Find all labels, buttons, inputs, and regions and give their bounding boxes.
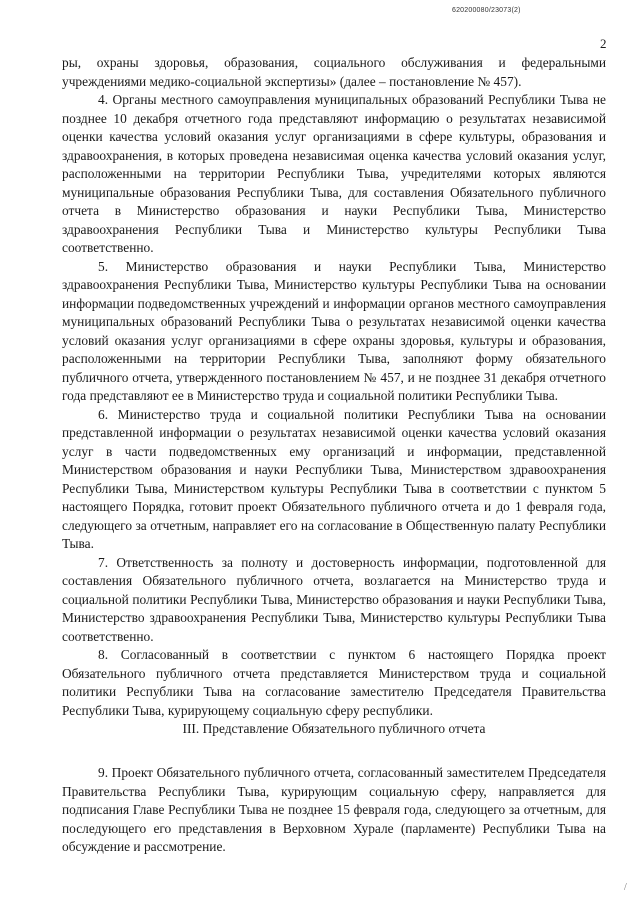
section-title: III. Представление Обязательного публичного отчета: [182, 721, 486, 736]
paragraph-9: 9. Проект Обязательного публичного отчета, согласованный заместителем Председателя Правительства Республики Тыва, курирующим социальную сферу, направляется для подписания Главе Республики Тыва не позднее 15 февраля года, следующего за отчетным, для последующего его представления в Верховном Хурале (парламенте) Республики Тыва на обсуждение и рассмотрение.: [62, 765, 606, 854]
page-number: 2: [600, 36, 607, 51]
main-text: [62, 54, 606, 720]
section-text: [62, 764, 606, 857]
paragraph-6: 6. Министерство труда и социальной политики Республики Тыва на основании представленной информации о результатах независимой оценки качества условий оказания услуг в части подведомственных ему организаций и информации, представленной Министерством образования и науки Республики Тыва, Министерством здравоохранения Республики Тыва, Министерством культуры Республики Тыва в соответствии с пунктом 5 настоящего Порядка, готовит проект Обязательного публичного отчета и до 1 февраля года, следующего за отчетным, направляет его на согласование в Общественную палату Республики Тыва.: [62, 406, 606, 551]
paragraph-continuation: ры, охраны здоровья, образования, социального обслуживания и федеральными учреждениями медико-социальной экспертизы» (далее – постановление № 457).: [62, 55, 606, 89]
scan-mark: /: [624, 882, 627, 893]
paragraph-4: 4. Органы местного самоуправления муниципальных образований Республики Тыва не позднее 10 декабря отчетного года представляют информацию о результатах независимой оценки качества условий оказания услуг организациями в сфере культуры, образования и здравоохранения, в которых проведена независимая оценка качества условий оказания услуг, расположенными на территории Республики Тыва, учредителями которых являются муниципальные образования Республики Тыва, для составления Обязательного публичного отчета в Министерство образования и науки Республики Тыва, Министерство здравоохранения Республики Тыва и Министерство культуры Республики Тыва соответственно.: [62, 92, 606, 255]
paragraph-8: 8. Согласованный в соответствии с пунктом 6 настоящего Порядка проект Обязательного публичного отчета представляется Министерством труда и социальной политики Республики Тыва на согласование заместителю Председателя Правительства Республики Тыва, курирующему социальную сферу республики.: [62, 647, 606, 718]
paragraph-7: 7. Ответственность за полноту и достоверность информации, подготовленной для составления Обязательного публичного отчета, возлагается на Министерство труда и социальной политики Республики Тыва, Министерство образования и науки Республики Тыва, Министерство здравоохранения Республики Тыва, Министерство культуры Республики Тыва соответственно.: [62, 554, 606, 644]
paragraph-5: 5. Министерство образования и науки Республики Тыва, Министерство здравоохранения Республики Тыва, Министерство культуры Республики Тыва на основании информации подведомственных учреждений и информации органов местного самоуправления муниципальных образований Республики Тыва о результатах независимой оценки качества условий оказания услуг организациями в сфере охраны здоровья, культуры и образования, расположенными на территории Республики Тыва, заполняют форму обязательного публичного отчета, утвержденного постановлением № 457, и не позднее 31 декабря отчетного года представляют ее в Министерство труда и социальной политики Республики Тыва.: [62, 258, 606, 403]
document-code: 620200080/23073(2): [452, 7, 521, 14]
